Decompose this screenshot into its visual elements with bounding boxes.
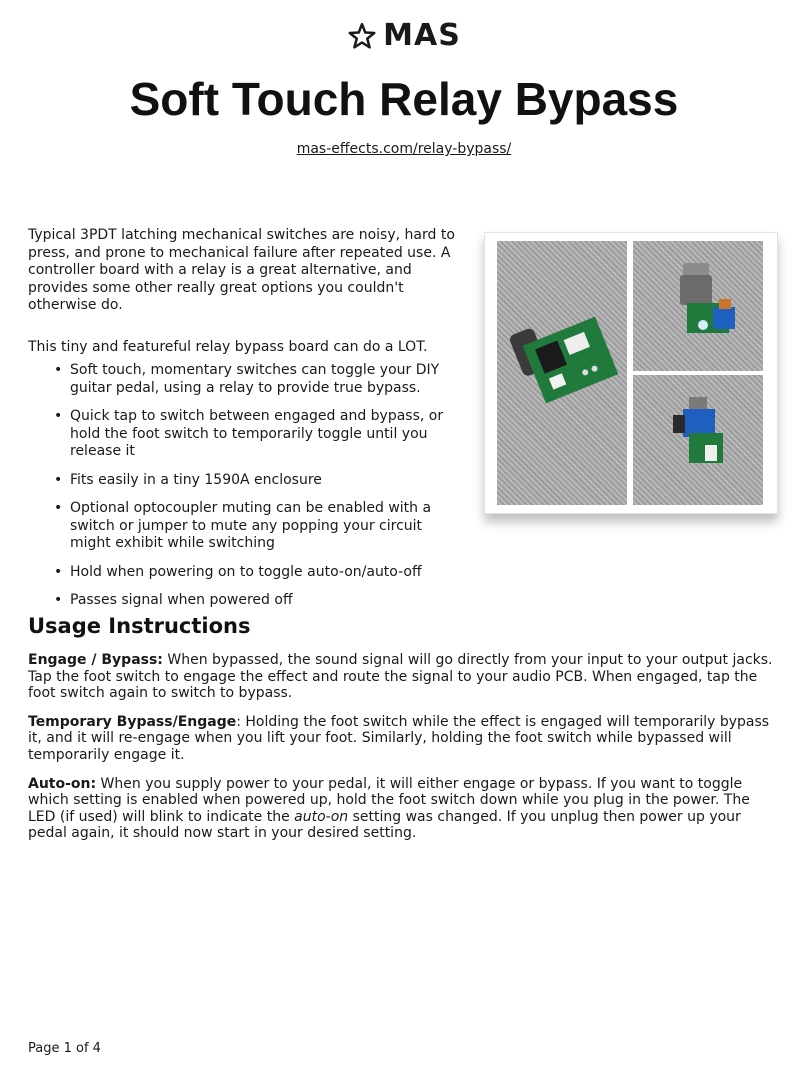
auto-on-text-start: When you supply power to your pedal, it will either engage or bypass. If you want to toggle which setting is enabled when powered up, hold the foot switch down while you plug in the power. The LED (if used) will blink to indicate the	[28, 775, 750, 825]
feature-item: • Fits easily in a tiny 1590A enclosure	[70, 472, 466, 490]
temporary-bypass-paragraph	[28, 714, 780, 764]
auto-on-text-end: setting was changed. If you unplug then power up your pedal again, it should now start in your desired setting.	[28, 808, 741, 842]
feature-item: • Soft touch, momentary switches can toggle your DIY guitar pedal, using a relay to provide true bypass.	[70, 362, 466, 397]
engage-bypass-paragraph	[28, 652, 780, 702]
usage-heading: Usage Instructions	[28, 614, 251, 638]
intro-section	[28, 227, 466, 621]
auto-on-paragraph	[28, 776, 780, 842]
product-link[interactable]: mas-effects.com/relay-bypass/	[296, 141, 512, 157]
feature-item: • Passes signal when powered off	[70, 592, 466, 610]
auto-on-emphasis: auto-on	[294, 808, 349, 825]
brand-logo	[0, 18, 808, 53]
feature-item: • Quick tap to switch between engaged and bypass, or hold the foot switch to temporarily toggle until you release it	[70, 408, 466, 461]
engage-label: Engage / Bypass:	[28, 652, 163, 668]
page-number: Page 1 of 4	[28, 1041, 101, 1056]
feature-item: • Optional optocoupler muting can be enabled with a switch or jumper to mute any popping your circuit might exhibit while switching	[70, 500, 466, 553]
temporary-text: : Holding the foot switch while the effect is engaged will temporarily bypass it, and it will re-engage when you lift your foot. Similarly, holding the foot switch while bypassed will temporarily engage it.	[28, 713, 770, 763]
page-title: Soft Touch Relay Bypass	[129, 73, 679, 125]
star-outline-icon	[347, 21, 377, 51]
product-photo-collage	[484, 232, 778, 514]
usage-section	[28, 614, 780, 854]
logo-text: MAS	[383, 18, 461, 53]
board-photo-angle	[633, 375, 763, 505]
feature-item: • Hold when powering on to toggle auto-on/auto-off	[70, 564, 466, 582]
intro-paragraph: Typical 3PDT latching mechanical switches are noisy, hard to press, and prone to mechanical failure after repeated use. A controller board with a relay is a great alternative, and provides some other really great options you couldn't otherwise do.	[28, 227, 455, 313]
intro-summary: This tiny and featureful relay bypass board can do a LOT.	[28, 338, 428, 355]
engage-text: When bypassed, the sound signal will go directly from your input to your output jacks. Tap the foot switch to engage the effect and route the signal to your audio PCB. When engaged, tap the foot switch again to switch to bypass.	[28, 652, 773, 702]
feature-list	[28, 362, 466, 610]
temporary-label: Temporary Bypass/Engage	[28, 713, 237, 730]
auto-on-label: Auto-on:	[28, 775, 97, 792]
board-photo-main	[497, 241, 627, 505]
board-photo-footswitch	[633, 241, 763, 371]
